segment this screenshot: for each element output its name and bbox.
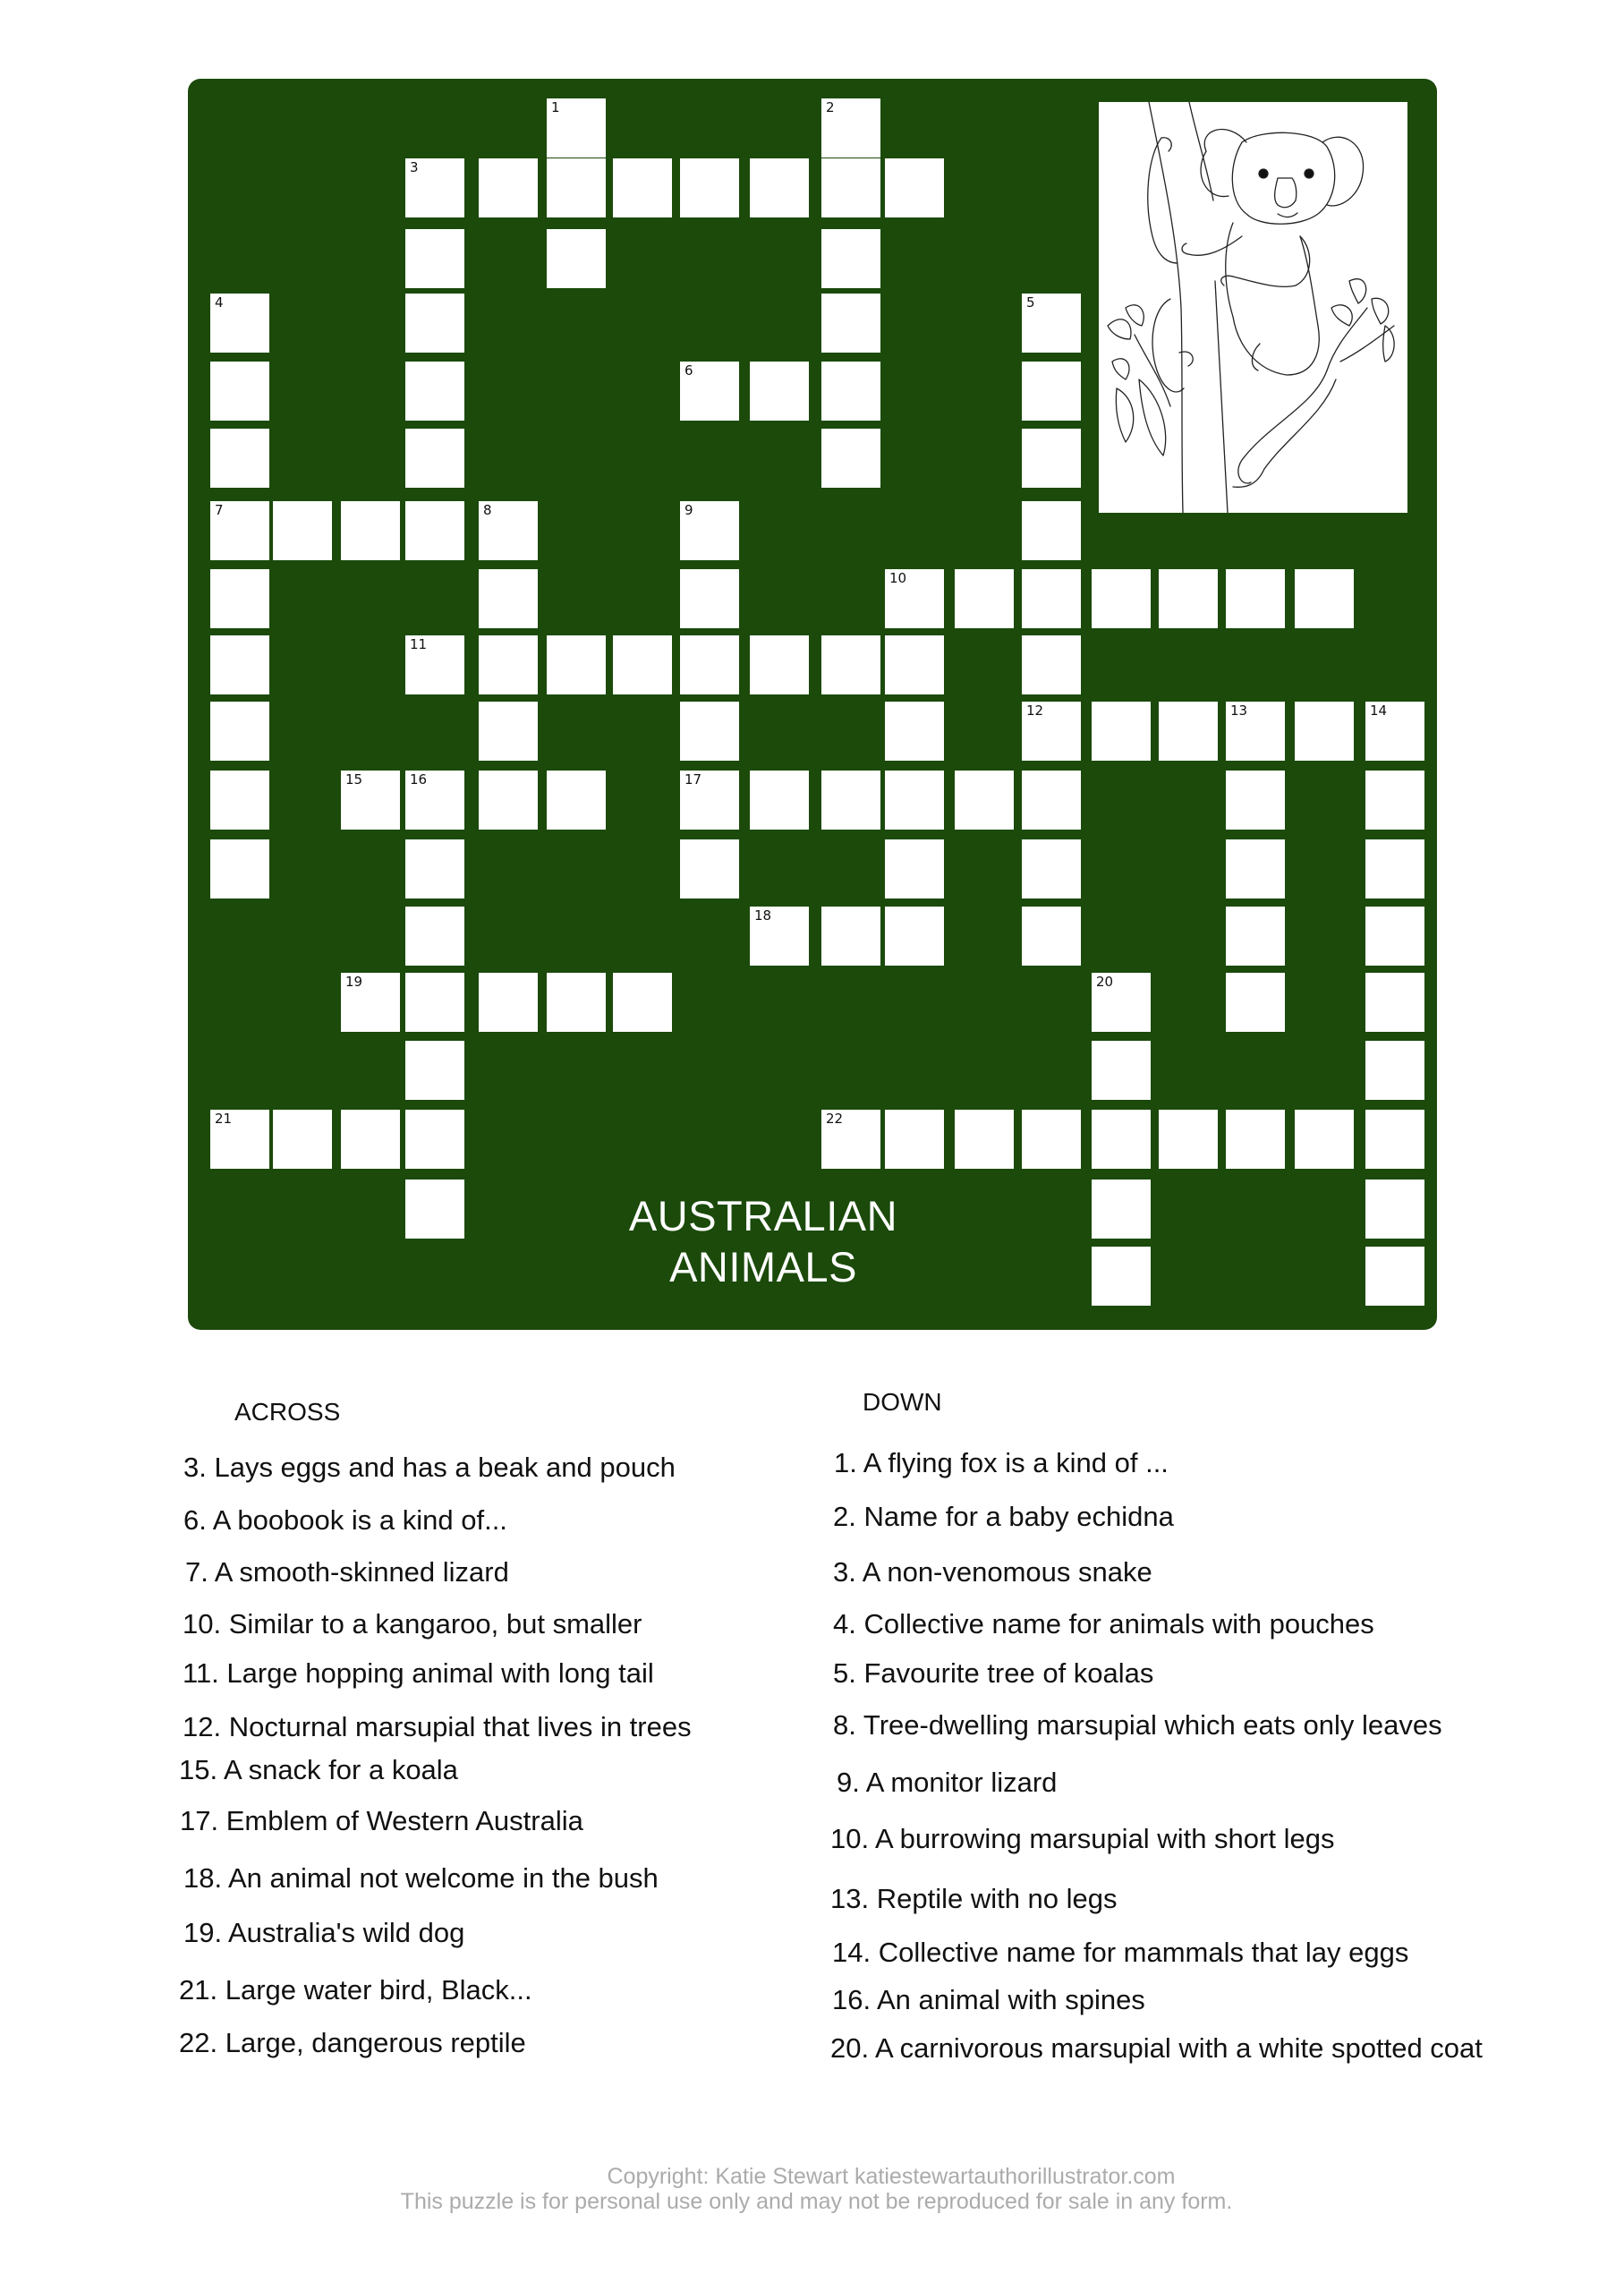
crossword-cell[interactable] [821,907,880,966]
crossword-cell[interactable] [1159,1110,1218,1169]
crossword-cell[interactable] [1226,907,1285,966]
crossword-cell[interactable] [1092,1110,1151,1169]
crossword-cell[interactable] [613,635,672,694]
crossword-cell[interactable] [885,771,944,830]
crossword-cell[interactable] [613,973,672,1032]
crossword-cell[interactable] [479,702,538,761]
crossword-cell[interactable] [273,501,332,560]
down-clue: 1. A flying fox is a kind of ... [834,1447,1169,1478]
crossword-cell[interactable] [1022,569,1081,628]
clue-number: 13 [1230,703,1248,719]
clue-number: 4 [215,294,224,311]
crossword-cell[interactable] [210,839,269,899]
across-clue: 10. Similar to a kangaroo, but smaller [183,1608,642,1639]
crossword-cell[interactable] [680,362,739,421]
crossword-cell[interactable] [613,158,672,217]
crossword-cell[interactable] [1226,973,1285,1032]
crossword-cell[interactable] [680,839,739,899]
crossword-cell[interactable] [680,771,739,830]
crossword-cell[interactable] [1295,569,1354,628]
crossword-cell[interactable] [1159,702,1218,761]
crossword-cell[interactable] [405,429,464,488]
koala-illustration [1099,102,1407,513]
down-clue: 4. Collective name for animals with pouches [833,1608,1374,1639]
crossword-cell[interactable] [750,635,809,694]
crossword-cell[interactable] [1022,635,1081,694]
down-clue: 2. Name for a baby echidna [833,1501,1174,1532]
crossword-cell[interactable] [341,771,400,830]
crossword-cell[interactable] [1365,973,1424,1032]
clue-number: 19 [345,974,363,990]
crossword-cell[interactable] [210,1110,269,1169]
clue-number: 17 [684,771,702,788]
crossword-cell[interactable] [1092,1041,1151,1100]
crossword-cell[interactable] [547,771,606,830]
crossword-cell[interactable] [479,501,538,560]
crossword-cell[interactable] [405,1041,464,1100]
crossword-cell[interactable] [750,907,809,966]
crossword-cell[interactable] [1022,702,1081,761]
crossword-cell[interactable] [885,839,944,899]
crossword-cell[interactable] [821,635,880,694]
across-clue: 3. Lays eggs and has a beak and pouch [183,1452,676,1483]
clue-number: 8 [483,502,492,518]
clue-number: 3 [410,159,419,175]
crossword-cell[interactable] [1022,907,1081,966]
crossword-cell[interactable] [547,98,606,158]
crossword-cell[interactable] [405,501,464,560]
crossword-cell[interactable] [680,702,739,761]
crossword-cell[interactable] [821,98,880,158]
across-clue: 21. Large water bird, Black... [179,1974,532,2006]
crossword-cell[interactable] [1365,1247,1424,1306]
clue-number: 15 [345,771,363,788]
crossword-cell[interactable] [1365,702,1424,761]
crossword-cell[interactable] [1295,702,1354,761]
clue-number: 11 [410,636,428,652]
crossword-cell[interactable] [885,907,944,966]
crossword-cell[interactable] [210,702,269,761]
crossword-cell[interactable] [821,362,880,421]
crossword-cell[interactable] [1226,569,1285,628]
crossword-cell[interactable] [1022,362,1081,421]
crossword-cell[interactable] [955,1110,1014,1169]
crossword-cell[interactable] [1022,429,1081,488]
crossword-cell[interactable] [1092,702,1151,761]
crossword-cell[interactable] [405,1110,464,1169]
crossword-cell[interactable] [1092,1247,1151,1306]
down-clue: 16. An animal with spines [832,1984,1145,2015]
down-clue: 20. A carnivorous marsupial with a white spotted coat [830,2032,1483,2064]
crossword-cell[interactable] [1022,294,1081,353]
crossword-cell[interactable] [341,1110,400,1169]
across-clue: 11. Large hopping animal with long tail [183,1657,654,1689]
crossword-cell[interactable] [885,569,944,628]
crossword-cell[interactable] [885,1110,944,1169]
crossword-cell[interactable] [885,702,944,761]
copyright-line: Copyright: Katie Stewart katiestewartauthorillustrator.com [607,2164,1176,2189]
crossword-cell[interactable] [1092,973,1151,1032]
puzzle-title-line-1: AUSTRALIAN [628,1192,898,1239]
usage-notice: This puzzle is for personal use only and may not be reproduced for sale in any form. [400,2189,1233,2214]
clue-number: 14 [1370,703,1388,719]
puzzle-title-line-2: ANIMALS [669,1243,857,1290]
crossword-cell[interactable] [479,569,538,628]
crossword-cell[interactable] [1159,569,1218,628]
crossword-cell[interactable] [1365,1041,1424,1100]
crossword-cell[interactable] [1226,839,1285,899]
crossword-cell[interactable] [405,1180,464,1239]
down-clue: 13. Reptile with no legs [830,1883,1118,1914]
crossword-cell[interactable] [210,569,269,628]
clue-number: 20 [1096,974,1114,990]
crossword-cell[interactable] [821,229,880,288]
crossword-cell[interactable] [1365,1110,1424,1169]
clue-number: 2 [826,99,835,115]
crossword-cell[interactable] [1226,1110,1285,1169]
crossword-cell[interactable] [955,771,1014,830]
across-clue: 15. A snack for a koala [179,1754,458,1785]
down-clue: 8. Tree-dwelling marsupial which eats only leaves [833,1709,1442,1741]
crossword-cell[interactable] [1226,702,1285,761]
crossword-cell[interactable] [210,429,269,488]
crossword-cell[interactable] [821,1110,880,1169]
crossword-cell[interactable] [1022,1110,1081,1169]
clue-number: 6 [684,362,693,379]
crossword-cell[interactable] [547,635,606,694]
koala-icon [1099,102,1407,513]
clue-number: 16 [410,771,428,788]
crossword-cell[interactable] [885,635,944,694]
crossword-cell[interactable] [821,429,880,488]
across-header: ACROSS [234,1398,341,1426]
crossword-cell[interactable] [405,158,464,217]
crossword-cell[interactable] [341,973,400,1032]
clue-number: 9 [684,502,693,518]
crossword-cell[interactable] [680,635,739,694]
crossword-cell[interactable] [210,771,269,830]
crossword-cell[interactable] [210,635,269,694]
crossword-cell[interactable] [750,362,809,421]
crossword-cell[interactable] [405,839,464,899]
crossword-cell[interactable] [547,158,606,217]
crossword-cell[interactable] [680,158,739,217]
crossword-cell[interactable] [405,635,464,694]
crossword-cell[interactable] [547,973,606,1032]
across-clue: 18. An animal not welcome in the bush [183,1862,659,1894]
across-clue: 12. Nocturnal marsupial that lives in trees [183,1711,692,1742]
crossword-cell[interactable] [479,973,538,1032]
crossword-cell[interactable] [273,1110,332,1169]
crossword-cell[interactable] [405,771,464,830]
down-clue: 10. A burrowing marsupial with short legs [830,1823,1335,1854]
crossword-cell[interactable] [1092,1180,1151,1239]
down-clue: 3. A non-venomous snake [833,1556,1152,1588]
crossword-cell[interactable] [405,973,464,1032]
clue-number: 18 [754,907,772,924]
clue-number: 1 [551,99,560,115]
crossword-cell[interactable] [680,501,739,560]
down-clue: 9. A monitor lizard [837,1767,1058,1798]
crossword-cell[interactable] [405,362,464,421]
clue-number: 12 [1026,703,1044,719]
crossword-cell[interactable] [1022,501,1081,560]
clue-number: 21 [215,1111,233,1127]
clue-number: 7 [215,502,224,518]
crossword-cell[interactable] [405,294,464,353]
clue-number: 22 [826,1111,844,1127]
crossword-cell[interactable] [821,158,880,217]
across-clue: 19. Australia's wild dog [183,1917,465,1948]
across-clue: 22. Large, dangerous reptile [179,2027,526,2058]
crossword-cell[interactable] [885,158,944,217]
crossword-cell[interactable] [210,501,269,560]
crossword-cell[interactable] [1226,771,1285,830]
crossword-cell[interactable] [479,158,538,217]
clue-number: 5 [1026,294,1035,311]
crossword-cell[interactable] [1365,839,1424,899]
crossword-cell[interactable] [210,294,269,353]
crossword-cell[interactable] [479,635,538,694]
crossword-cell[interactable] [405,229,464,288]
clue-number: 10 [889,570,907,586]
crossword-cell[interactable] [1022,839,1081,899]
crossword-cell[interactable] [1092,569,1151,628]
crossword-cell[interactable] [1295,1110,1354,1169]
crossword-cell[interactable] [955,569,1014,628]
across-clue: 17. Emblem of Western Australia [180,1805,583,1836]
crossword-cell[interactable] [1022,771,1081,830]
crossword-cell[interactable] [821,771,880,830]
crossword-cell[interactable] [821,294,880,353]
down-clue: 5. Favourite tree of koalas [833,1657,1154,1689]
crossword-cell[interactable] [547,229,606,288]
crossword-cell[interactable] [1365,907,1424,966]
crossword-cell[interactable] [341,501,400,560]
puzzle-title [584,1190,942,1292]
crossword-cell[interactable] [210,362,269,421]
crossword-cell[interactable] [750,158,809,217]
across-clue: 7. A smooth-skinned lizard [185,1556,509,1588]
crossword-cell[interactable] [479,771,538,830]
crossword-cell[interactable] [405,907,464,966]
down-clue: 14. Collective name for mammals that lay eggs [832,1937,1409,1968]
crossword-cell[interactable] [680,569,739,628]
crossword-cell[interactable] [1365,1180,1424,1239]
down-header: DOWN [863,1388,942,1416]
across-clue: 6. A boobook is a kind of... [183,1504,507,1536]
crossword-cell[interactable] [1365,771,1424,830]
crossword-cell[interactable] [750,771,809,830]
